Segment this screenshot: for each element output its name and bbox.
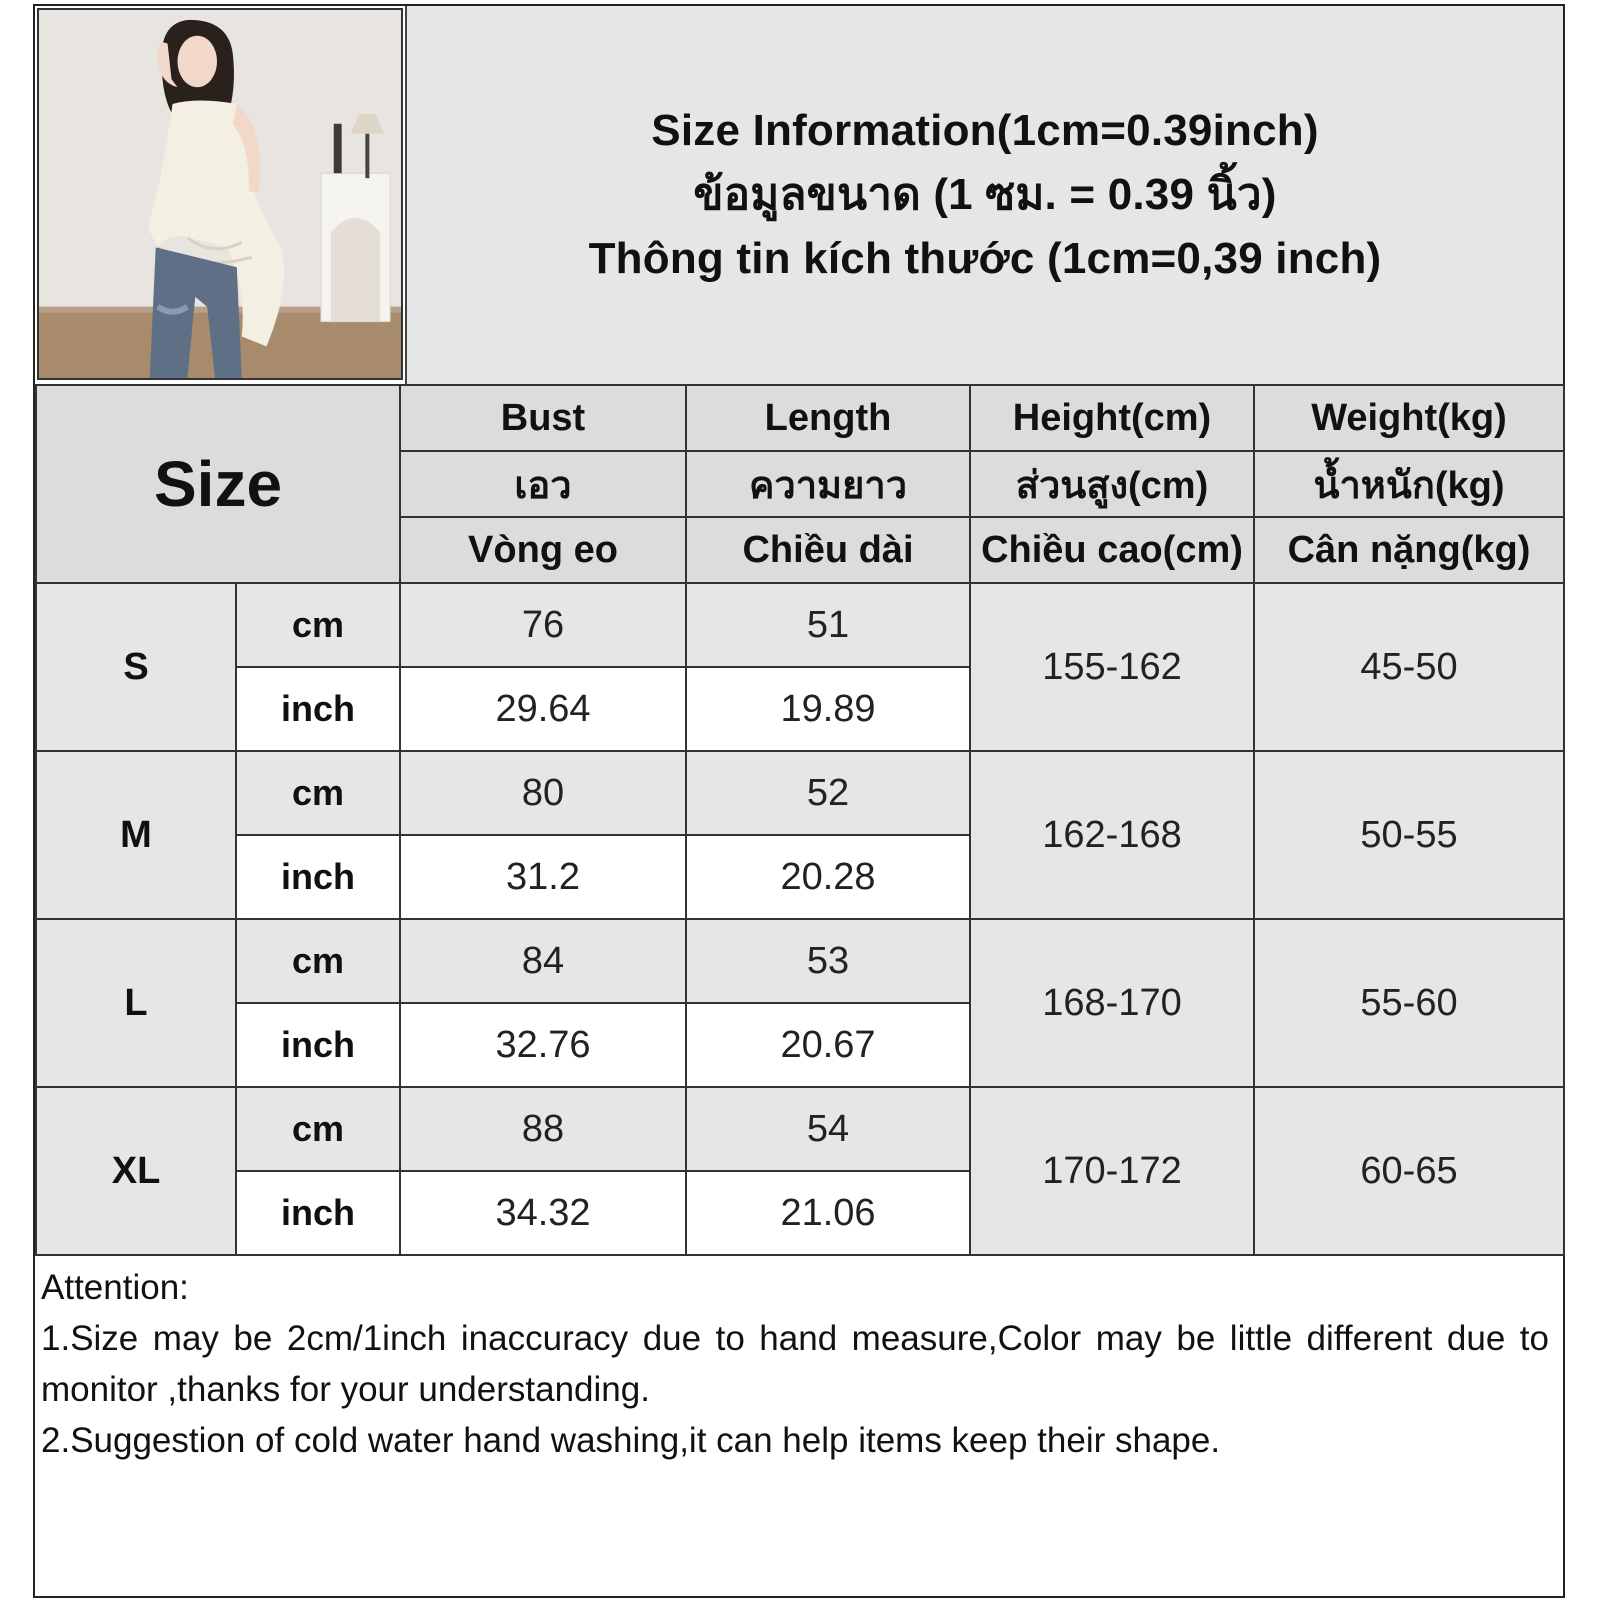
- bust-cm: 84: [400, 919, 686, 1003]
- size-column-header: Size: [36, 385, 400, 583]
- header-length-thai: ความยาว: [686, 451, 970, 517]
- note-item: 2.Suggestion of cold water hand washing,it can help items keep their shape.: [41, 1421, 1221, 1460]
- header-height: Height(cm): [970, 385, 1254, 451]
- table-row: [36, 1087, 1564, 1171]
- bust-inch: 31.2: [400, 835, 686, 919]
- header-height-vietnamese: Chiều cao(cm): [970, 517, 1254, 583]
- header-row-english: [36, 385, 1564, 451]
- header-weight: Weight(kg): [1254, 385, 1564, 451]
- unit-inch: inch: [236, 835, 400, 919]
- weight-range: 50-55: [1254, 751, 1564, 919]
- size-label-m: M: [36, 751, 236, 919]
- size-label-xl: XL: [36, 1087, 236, 1255]
- height-range: 162-168: [970, 751, 1254, 919]
- bust-cm: 88: [400, 1087, 686, 1171]
- attention-notes: [41, 1262, 1549, 1466]
- size-chart-sheet: [33, 4, 1565, 1598]
- weight-range: 45-50: [1254, 583, 1564, 751]
- bust-inch: 29.64: [400, 667, 686, 751]
- size-label-l: L: [36, 919, 236, 1087]
- title-english: Size Information(1cm=0.39inch): [651, 106, 1319, 155]
- table-row: [36, 751, 1564, 835]
- header-bust-vietnamese: Vòng eo: [400, 517, 686, 583]
- length-inch: 19.89: [686, 667, 970, 751]
- attention-heading: Attention:: [41, 1268, 189, 1307]
- unit-cm: cm: [236, 751, 400, 835]
- unit-inch: inch: [236, 667, 400, 751]
- table-row: [36, 583, 1564, 667]
- title-thai: ข้อมูลขนาด (1 ซม. = 0.39 นิ้ว): [693, 170, 1277, 219]
- title-vietnamese: Thông tin kích thước (1cm=0,39 inch): [588, 234, 1382, 283]
- unit-inch: inch: [236, 1003, 400, 1087]
- header-height-thai: ส่วนสูง(cm): [970, 451, 1254, 517]
- bust-cm: 80: [400, 751, 686, 835]
- height-range: 170-172: [970, 1087, 1254, 1255]
- table-row: [36, 919, 1564, 1003]
- length-inch: 20.28: [686, 835, 970, 919]
- unit-inch: inch: [236, 1171, 400, 1255]
- header-weight-vietnamese: Cân nặng(kg): [1254, 517, 1564, 583]
- bust-cm: 76: [400, 583, 686, 667]
- length-cm: 51: [686, 583, 970, 667]
- weight-range: 55-60: [1254, 919, 1564, 1087]
- unit-cm: cm: [236, 583, 400, 667]
- header-length-vietnamese: Chiều dài: [686, 517, 970, 583]
- header-weight-thai: น้ำหนัก(kg): [1254, 451, 1564, 517]
- header-length: Length: [686, 385, 970, 451]
- bust-inch: 32.76: [400, 1003, 686, 1087]
- weight-range: 60-65: [1254, 1087, 1564, 1255]
- height-range: 155-162: [970, 583, 1254, 751]
- size-table: [35, 384, 1565, 1256]
- length-inch: 21.06: [686, 1171, 970, 1255]
- length-inch: 20.67: [686, 1003, 970, 1087]
- unit-cm: cm: [236, 1087, 400, 1171]
- height-range: 168-170: [970, 919, 1254, 1087]
- size-label-s: S: [36, 583, 236, 751]
- note-item: 1.Size may be 2cm/1inch inaccuracy due to hand measure,Color may be little different due to monitor ,thanks for your understanding.: [41, 1319, 1549, 1409]
- product-photo: [37, 8, 403, 380]
- length-cm: 52: [686, 751, 970, 835]
- header-bust-thai: เอว: [400, 451, 686, 517]
- model-image: [39, 10, 401, 378]
- length-cm: 53: [686, 919, 970, 1003]
- bust-inch: 34.32: [400, 1171, 686, 1255]
- size-information-header: [405, 6, 1563, 384]
- unit-cm: cm: [236, 919, 400, 1003]
- length-cm: 54: [686, 1087, 970, 1171]
- header-bust: Bust: [400, 385, 686, 451]
